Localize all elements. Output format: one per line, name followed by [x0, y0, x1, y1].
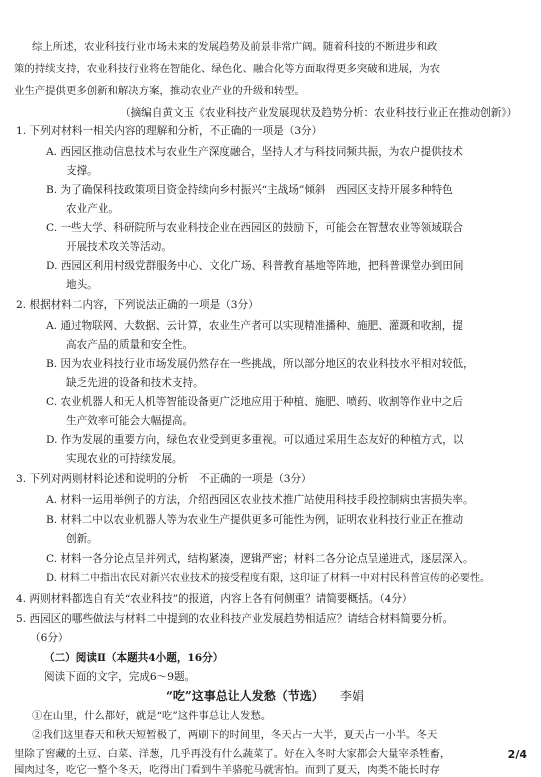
q5-stem-line-1: 5. 西园区的哪些做法与材料二中提到的农业科技产业发展趋势相适应？请结合材料简要分析。 — [16, 613, 454, 625]
q2-option-c-line-1: C. 农业机器人和无人机等智能设备更广泛地应用于种植、施肥、喷药、收割等作业中之后 — [46, 396, 464, 408]
intro-line-3: 业生产提供更多创新和解决方案，推动农业产业的升级和转型。 — [14, 85, 305, 97]
q3-option-a: A. 材料一运用举例子的方法，介绍西园区农业技术推广站使用科技手段控制病虫害损失率。 — [46, 494, 474, 506]
intro-line-2: 策的持续支持，农业科技行业将在智能化、绿色化、融合化等方面取得更多突破和进展，为农 — [14, 63, 441, 75]
q1-option-d-line-2: 地头。 — [66, 279, 98, 291]
q2-option-d-line-2: 实现农业的可持续发展。 — [66, 453, 183, 465]
q2-option-b-line-2: 缺乏先进的设备和技术支持。 — [66, 377, 204, 389]
source-citation: （摘编自黄文玉《农业科技产业发展现状及趋势分析：农业科技行业正在推动创新》） — [120, 107, 518, 119]
q1-option-c-line-2: 开展技术攻关等活动。 — [66, 241, 172, 253]
q3-option-c: C. 材料一各分论点呈并列式，结构紧凑，逻辑严密；材料二各分论点呈递进式，逐层深入。 — [46, 553, 474, 565]
q3-option-b-line-1: B. 材料二中以农业机器人等为农业生产提供更多可能性为例，证明农业科技行业正在推动 — [46, 514, 464, 526]
q2-option-c-line-2: 生产效率可能会大幅提高。 — [66, 415, 194, 427]
article-author: 李娟 — [340, 689, 365, 703]
page-number: 2/4 — [507, 748, 527, 761]
q2-option-b-line-1: B. 因为农业科技行业市场发展仍然存在一些挑战，所以部分地区的农业科技水平相对较低， — [46, 358, 474, 370]
q1-stem: 1. 下列对材料一相关内容的理解和分析，不正确的一项是（3分） — [16, 125, 323, 137]
q4-stem: 4. 两则材料都选自有关“农业科技”的报道，内容上各有何侧重？请简要概括。（4分） — [16, 593, 413, 605]
q2-option-a-line-2: 高农产品的质量和安全性。 — [66, 339, 194, 351]
section2-instruction: 阅读下面的文字，完成6～9题。 — [44, 671, 196, 683]
article-paragraph-2-line-3: 囤肉过冬，吃它一整个冬天，吃得出门看到牛羊骆驼马就害怕。而到了夏天，肉类不能长时存 — [14, 764, 441, 776]
q1-option-b-line-1: B. 为了确保科技政策项目资金持续向乡村振兴“主战场”倾斜 西园区支持开展多种特色 — [46, 184, 453, 196]
q1-option-a-line-1: A. 西园区推动信息技术与农业生产深度融合，坚持人才与科技同频共振，为农户提供技术 — [46, 146, 463, 158]
article-paragraph-2-line-2: 里除了窖藏的土豆、白菜、洋葱，几乎再没有什么蔬菜了。好在入冬时大家都会大量宰杀牲畜， — [14, 748, 451, 760]
section2-heading: （二）阅读Ⅱ（本题共4小题，16分） — [44, 652, 224, 664]
q2-stem: 2. 根据材料二内容，下列说法正确的一项是（3分） — [16, 299, 259, 311]
article-paragraph-1: ①在山里，什么都好，就是“吃”这件事总让人发愁。 — [32, 710, 272, 722]
article-paragraph-2-line-1: ②我们这里春天和秋天短暂极了，两刷下的时间里，冬天占一大半，夏天占一小半。冬天 — [32, 729, 438, 741]
q2-option-a-line-1: A. 通过物联网、大数据、云计算，农业生产者可以实现精准播种、施肥、灌溉和收割，提 — [46, 320, 463, 332]
q1-option-a-line-2: 支撑。 — [66, 165, 98, 177]
q3-stem: 3. 下列对两则材料论述和说明的分析 不正确的一项是（3分） — [16, 473, 312, 485]
intro-line-1: 综上所述，农业科技行业市场未来的发展趋势及前景非常广阔。随着科技的不断进步和政 — [32, 41, 438, 53]
q2-option-d-line-1: D. 作为发展的重要方向，绿色农业受到更多重视。可以通过采用生态友好的种植方式，以 — [46, 434, 464, 446]
q3-option-b-line-2: 创新。 — [66, 533, 98, 545]
q1-option-c-line-1: C. 一些大学、科研院所与农业科技企业在西园区的鼓励下，可能会在智慧农业等领域联合 — [46, 222, 464, 234]
q3-option-d: D. 材料二中指出农民对新兴农业技术的接受程度有限，这印证了材料一中对村民科普宣传的必要性。 — [46, 573, 491, 584]
q5-stem-line-2: （6分） — [30, 632, 69, 644]
q1-option-d-line-1: D. 西园区利用村级党群服务中心、文化广场、科普教育基地等阵地，把科普课堂办到田间 — [46, 260, 464, 272]
q1-option-b-line-2: 农业产业。 — [66, 203, 119, 215]
article-title: “吃”这事总让人发愁（节选） — [166, 689, 324, 703]
